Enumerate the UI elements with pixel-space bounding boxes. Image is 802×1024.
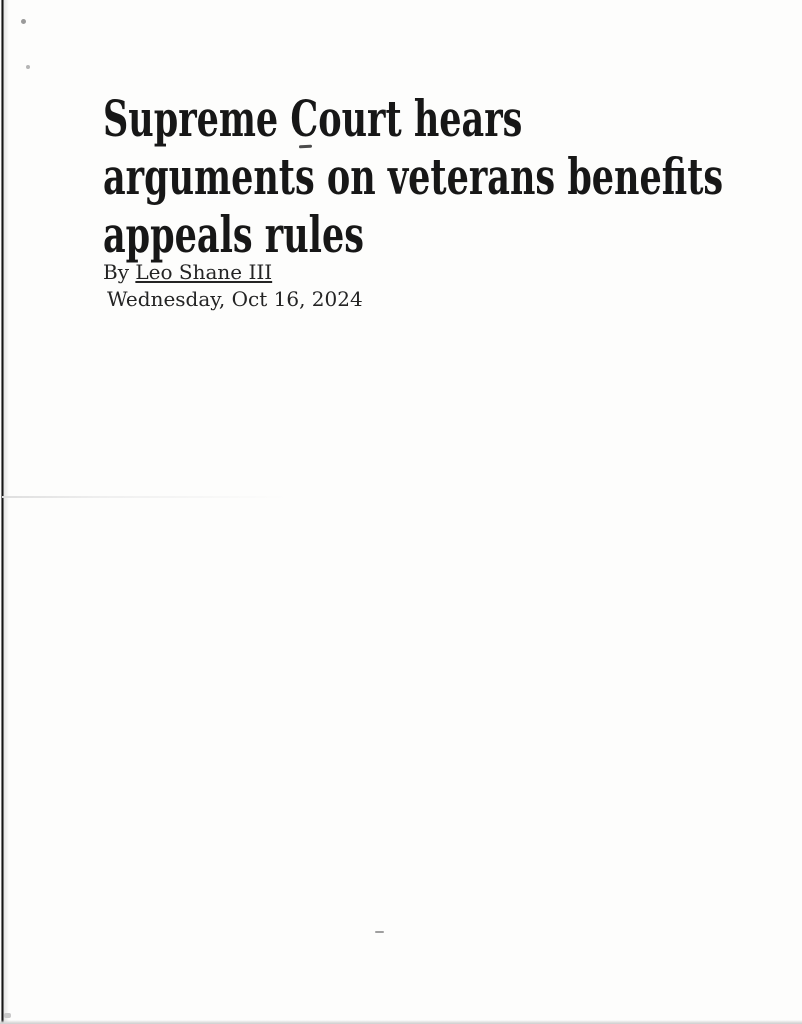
byline xyxy=(103,259,272,285)
headline-line: arguments on veterans benefits xyxy=(103,147,724,206)
scan-speck xyxy=(4,1013,11,1018)
scan-mark-dash xyxy=(375,931,384,933)
headline-line: Supreme Court hears xyxy=(103,89,523,148)
scan-edge-bottom xyxy=(0,1020,802,1024)
scan-speck xyxy=(26,65,30,69)
article-date: Wednesday, Oct 16, 2024 xyxy=(107,287,363,311)
article-headline xyxy=(103,90,723,264)
byline-prefix: By xyxy=(103,260,136,284)
headline-line: appeals rules xyxy=(103,205,364,264)
paper-fold-line xyxy=(2,496,287,498)
scan-speck xyxy=(21,19,26,24)
scan-edge-left-shadow xyxy=(4,0,9,1024)
author-link: Leo Shane III xyxy=(135,260,273,284)
